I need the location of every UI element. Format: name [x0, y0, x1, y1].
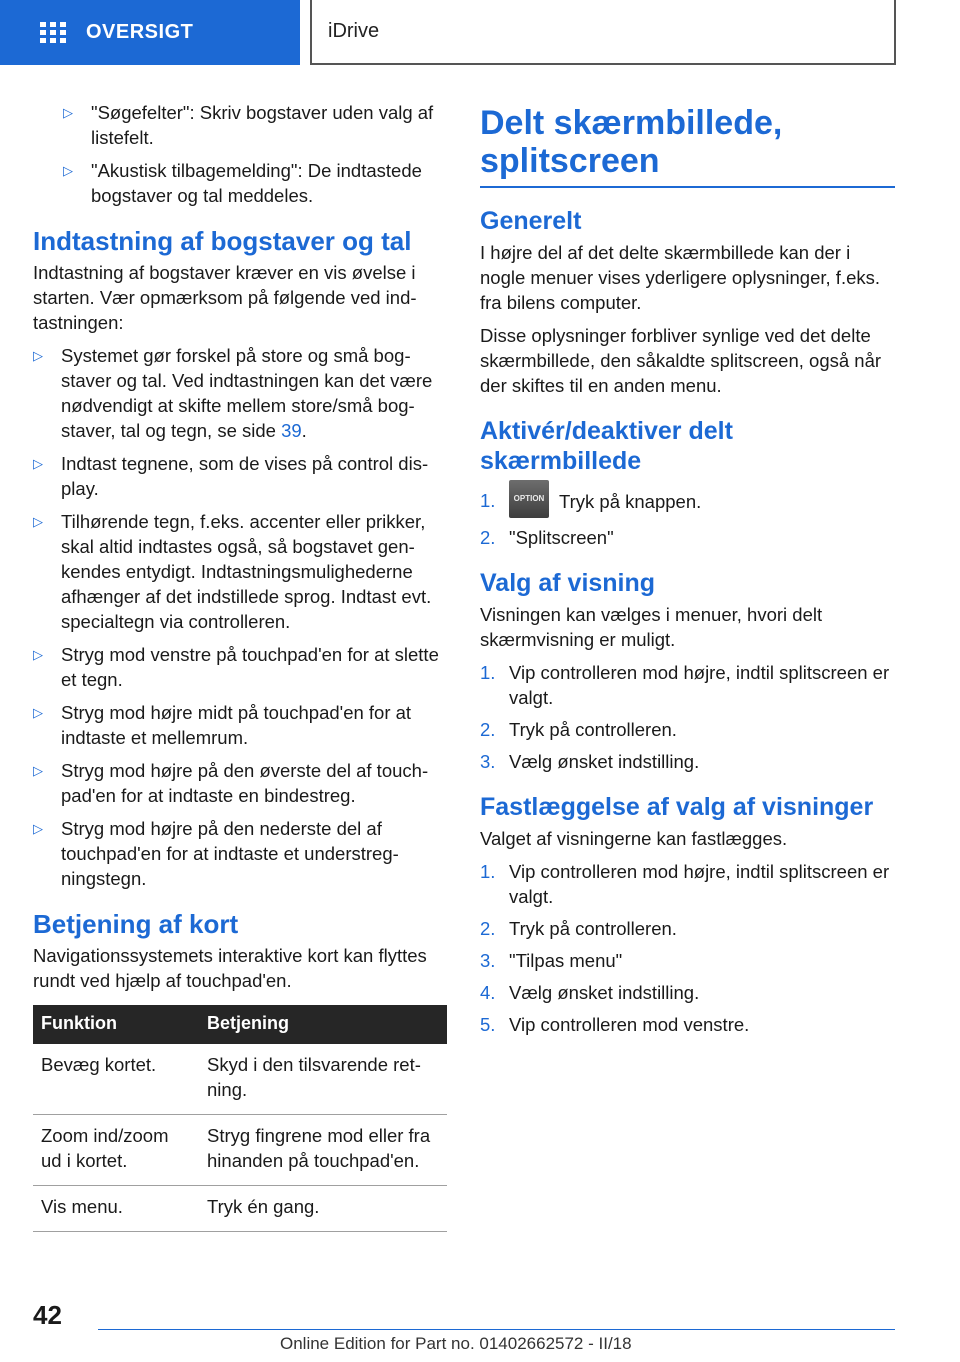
chapter-tab-label: iDrive [328, 20, 380, 42]
view-paragraph: Visningen kan vælges i menuer, hvori delt skærmvisning er muligt. [480, 604, 823, 650]
overview-tab[interactable] [0, 0, 300, 65]
list-item: 1. Vip controlleren mod højre, indtil splitscreen er valgt. [480, 861, 890, 907]
footer-divider [98, 1329, 895, 1330]
triangle-bullet-icon: ▷ [33, 348, 43, 363]
list-item: ▷ "Akustisk tilbagemelding": De indtastede bogstaver og tal meddeles. [63, 160, 422, 206]
triangle-bullet-icon: ▷ [33, 647, 43, 662]
list-item: 2. Tryk på controlleren. [480, 918, 677, 939]
section-title-view: Valg af visning [480, 569, 656, 597]
table-header-function: Funktion [33, 1005, 199, 1044]
list-item: ▷ Systemet gør forskel på store og små bogstaver og tal. Ved indtastningen kan det være nødvendigt at skifte mellem store/små bogstaver, tal og tegn, se side 39. [33, 345, 433, 441]
fix-paragraph: Valget af visningerne kan fastlægges. [480, 828, 788, 849]
list-item: ▷ Stryg mod venstre på touchpad'en for at slette et tegn. [33, 644, 439, 690]
triangle-bullet-icon: ▷ [33, 821, 43, 836]
triangle-bullet-icon: ▷ [33, 514, 43, 529]
general-paragraph-1: I højre del af det delte skærmbillede kan der i nogle menuer vises yderligere oplysninger, f.eks. fra bilens computer. [480, 242, 881, 313]
triangle-bullet-icon: ▷ [33, 705, 43, 720]
section-title-fix: Fastlæggelse af valg af visninger [480, 793, 874, 821]
fix-steps [480, 859, 895, 1037]
table-row [33, 1186, 447, 1232]
list-item: ▷ "Søgefelter": Skriv bogstaver uden valg af listefelt. [63, 102, 434, 148]
list-item: 1. OPTION Tryk på knappen. [480, 488, 895, 518]
list-item: ▷ Indtast tegnene, som de vises på control display. [33, 453, 429, 499]
chapter-tab[interactable] [310, 0, 896, 65]
list-item: 3. Vælg ønsket indstilling. [480, 751, 700, 772]
table-cell: Bevæg kortet. [33, 1044, 199, 1115]
chapter-title: Delt skærmbillede, splitscreen [480, 104, 783, 180]
list-item: 1. Vip controlleren mod højre, indtil splitscreen er valgt. [480, 662, 890, 708]
list-item: ▷ Tilhørende tegn, f.eks. accenter eller prikker, skal altid indtastes også, så bogstavet genkendes entydigt. Indtastningsmulighederne afhænger af det indstillede sprog. Indtast evt. specialtegn via controlleren. [33, 511, 432, 632]
table-header-operation: Betjening [199, 1005, 447, 1044]
table-cell: Tryk én gang. [199, 1186, 447, 1232]
page-link-39[interactable]: 39 [281, 420, 302, 441]
grid-icon [40, 22, 66, 44]
right-column [480, 100, 895, 1044]
entry-paragraph: Indtastning af bogstaver kræver en vis øvelse i starten. Vær opmærksom på følgende ved indtastningen: [33, 262, 417, 333]
table-cell: Zoom ind/zoom ud i kortet. [33, 1115, 199, 1186]
list-item: 2. Tryk på controlleren. [480, 719, 677, 740]
footer-edition: Online Edition for Part no. 01402662572 - II/18 [280, 1334, 632, 1353]
list-item: ▷ Stryg mod højre på den øverste del af touchpad'en for at indtaste en bindestreg. [33, 760, 429, 806]
table-row [33, 1044, 447, 1115]
table-cell: Stryg fingrene mod eller fra hinanden på touchpad'en. [199, 1115, 447, 1186]
triangle-bullet-icon: ▷ [63, 163, 73, 178]
triangle-bullet-icon: ▷ [33, 456, 43, 471]
option-button-icon: OPTION [509, 480, 549, 518]
table-cell: Skyd i den tilsvarende retning. [199, 1044, 447, 1115]
entry-bullet-list [33, 343, 447, 891]
activate-steps [480, 488, 895, 550]
section-title-activate: Aktivér/deaktiver delt skærmbillede [480, 417, 733, 475]
map-controls-table [33, 1005, 447, 1232]
list-item: 5. Vip controlleren mod venstre. [480, 1014, 750, 1035]
top-bar [0, 0, 960, 66]
general-paragraph-2: Disse oplysninger forbliver synlige ved det delte skærmbillede, den såkaldte splitscreen, også når der skiftes til en anden menu. [480, 325, 882, 396]
table-cell: Vis menu. [33, 1186, 199, 1232]
list-item: 4. Vælg ønsket indstilling. [480, 982, 700, 1003]
section-title-general: Generelt [480, 207, 582, 235]
map-paragraph: Navigationssystemets interaktive kort kan flyttes rundt ved hjælp af touchpad'en. [33, 945, 427, 991]
list-item: 2. "Splitscreen" [480, 527, 614, 548]
triangle-bullet-icon: ▷ [63, 105, 73, 120]
section-title-entry: Indtastning af bogstaver og tal [33, 226, 412, 256]
view-steps [480, 660, 895, 774]
left-column [33, 100, 447, 1232]
title-divider [480, 186, 895, 188]
list-item: ▷ Stryg mod højre på den nederste del af touchpad'en for at indtaste et understregningstegn. [33, 818, 399, 889]
overview-tab-label: OVERSIGT [86, 21, 194, 43]
intro-bullet-list [33, 100, 447, 208]
list-item: ▷ Stryg mod højre midt på touchpad'en for at indtaste et mellemrum. [33, 702, 412, 748]
triangle-bullet-icon: ▷ [33, 763, 43, 778]
list-item: 3. "Tilpas menu" [480, 950, 623, 971]
section-title-map: Betjening af kort [33, 909, 239, 939]
table-row [33, 1115, 447, 1186]
page-number: 42 [33, 1300, 62, 1330]
